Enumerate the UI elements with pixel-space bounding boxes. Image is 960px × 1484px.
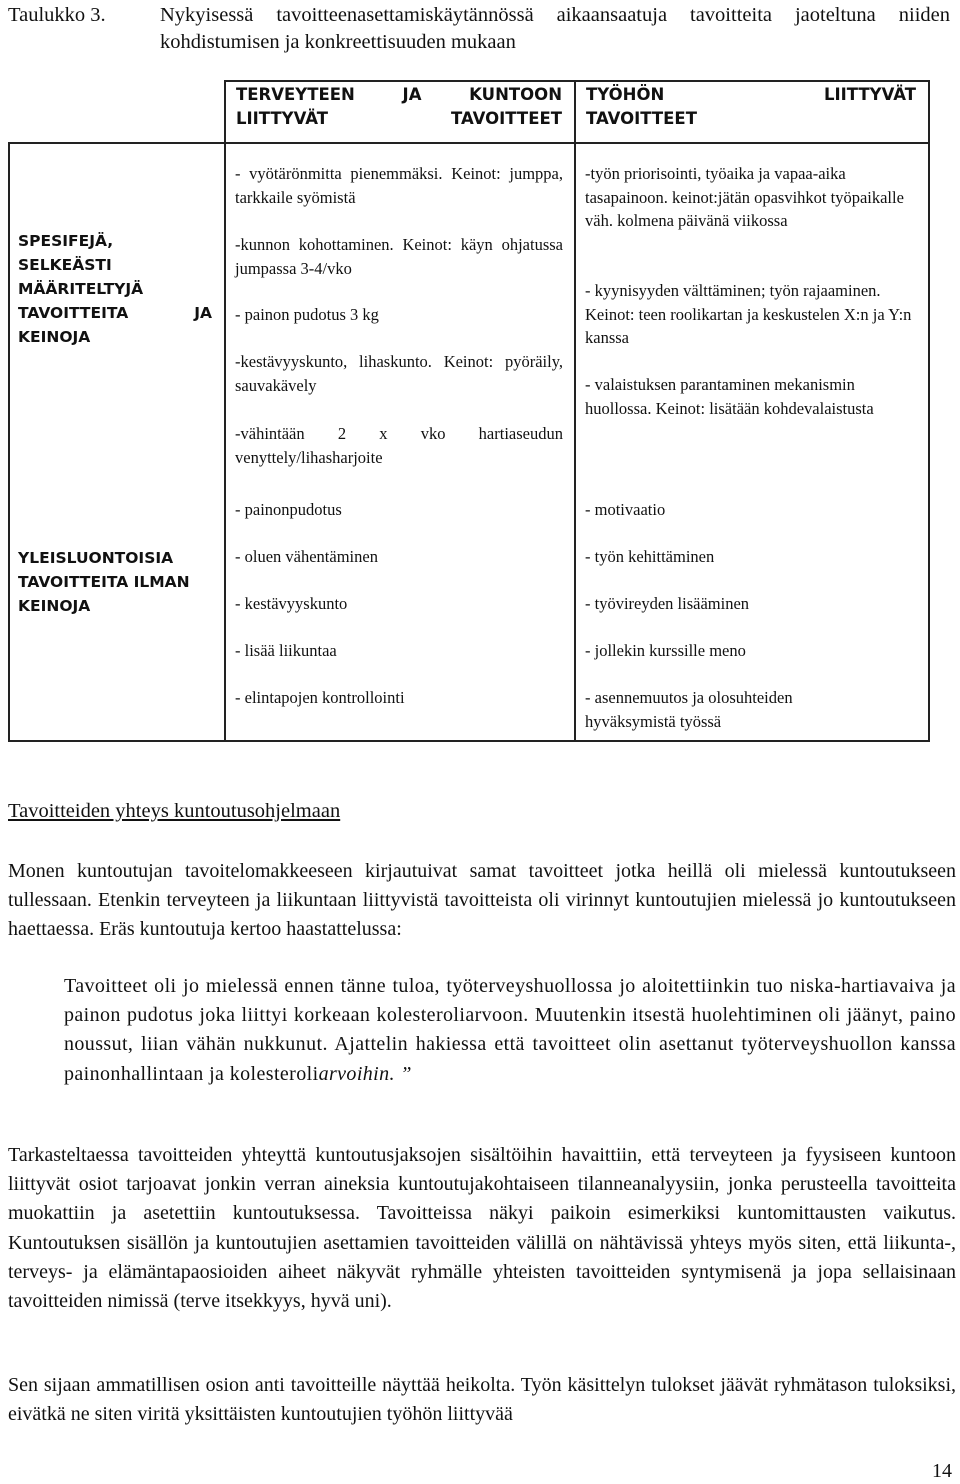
- list-item: - kestävyyskunto: [235, 594, 348, 613]
- list-item: - motivaatio: [585, 500, 666, 519]
- list-item: -kunnon kohottaminen. Keinot: käyn ohjatussa jumpassa 3-4/vko: [235, 235, 563, 278]
- table-border: [224, 80, 226, 741]
- paragraph-professional: [8, 1371, 956, 1429]
- list-item: - painonpudotus: [235, 500, 342, 519]
- list-item: - asennemuutos ja olosuhteiden hyväksymistä työssä: [585, 688, 793, 731]
- interview-quote: [64, 972, 956, 1089]
- column-header-work-word3: TAVOITTEET: [586, 108, 697, 128]
- paragraph-text: Sen sijaan ammatillisen osion anti tavoitteille näyttää heikolta. Työn käsittelyn tulokset jäävät ryhmätason tuloksiksi, eivätkä ne siten viritä yksittäisten kuntoutujien työhön liittyvää: [8, 1374, 956, 1426]
- column-header-work-word1: TYÖHÖN: [586, 85, 665, 104]
- row-header-general: YLEISLUONTOISIA TAVOITTEITA ILMAN KEINOJA: [18, 549, 190, 615]
- row-header-specific: SPESIFEJÄ, SELKEÄSTI MÄÄRITELTYJÄ TAVOITTEITA JA KEINOJA: [18, 232, 212, 346]
- list-item: -työn priorisointi, työaika ja vapaa-aika tasapainoon. keinot:jätän opasvihkot työpaikalle väh. kolmena päivänä viikossa: [585, 164, 904, 230]
- table-border: [224, 80, 930, 82]
- list-item: - painon pudotus 3 kg: [235, 305, 379, 324]
- table-border: [8, 740, 930, 742]
- table-border: [8, 142, 930, 144]
- column-header-work: [586, 83, 916, 130]
- list-item: - työn kehittäminen: [585, 547, 715, 566]
- paragraph-text: Tarkasteltaessa tavoitteiden yhteyttä kuntoutusjaksojen sisältöihin havaittiin, että terveyteen ja fyysiseen kuntoon liittyvät osiot tarjoavat jonkin verran aineksia kuntoutujakohtaiseen tilanneanalyysiin, jonka perusteella tavoitteita muokattiin ja asetettiin kuntoutuksessa. Tavoitteissa näkyi paikoin esimerkiksi kuntomittausten vaikutus. Kuntoutuksen sisällön ja kuntoutujien asettamien tavoitteiden välillä on nähtävissä yhteys myös siten, että liikunta-, terveys- ja elämäntapaosioiden aiheet näkyvät ryhmälle yhteisten tavoitteiden syntymisenä ja jopa sellaisinaan tavoitteiden nimissä (terve itsekkyys, hyvä uni).: [8, 1144, 956, 1313]
- list-item: - työvireyden lisääminen: [585, 594, 750, 613]
- paragraph-intro: [8, 857, 956, 945]
- table-border: [928, 80, 930, 741]
- quote-tail: arvoihin. ”: [318, 1062, 412, 1085]
- list-item: - lisää liikuntaa: [235, 641, 337, 660]
- goals-table: [8, 80, 930, 741]
- list-item: - elintapojen kontrollointi: [235, 688, 405, 707]
- list-item: - valaistuksen parantaminen mekanismin huollossa. Keinot: lisätään kohdevalaistusta: [585, 375, 874, 418]
- page-number: 14: [932, 1460, 952, 1482]
- list-item: - jollekin kurssille meno: [585, 641, 746, 660]
- list-item: -kestävyyskunto, lihaskunto. Keinot: pyöräily, sauvakävely: [235, 352, 563, 395]
- quote-text: Tavoitteet oli jo mielessä ennen tänne tuloa, työterveyshuollossa jo aloitettiinkin tuo niska-hartiavaiva ja painon pudotus joka liittyi korkeaan kolesteroliarvoon. Muutenkin itsestä huolehtiminen oli jäänyt, paino noussut, liian vähän nukkunut. Ajattelin hakiessa että tavoitteet olin asettanut työterveyshuollon kanssa painonhallintaan ja kolesteroli: [64, 975, 956, 1085]
- list-item: -vähintään 2 x vko hartiaseudun venyttely/lihasharjoite: [235, 424, 563, 467]
- table-number: Taulukko 3.: [8, 4, 106, 26]
- column-header-health: TERVEYTEEN JA KUNTOON LIITTYVÄT TAVOITTEET: [236, 85, 562, 128]
- paragraph-analysis: [8, 1141, 956, 1316]
- table-border: [574, 80, 576, 741]
- column-header-work-word2: LIITTYVÄT: [823, 85, 916, 104]
- paragraph-text: Monen kuntoutujan tavoitelomakkeeseen kirjautuivat samat tavoitteet jotka heillä oli mielessä kuntoutukseen tullessaan. Etenkin terveyteen ja liikuntaan liittyvistä tavoitteista oli virinnyt kuntoutujien mielessä jo kuntoutukseen haettaessa. Eräs kuntoutuja kertoo haastattelussa:: [8, 860, 956, 941]
- table-border: [8, 142, 10, 741]
- list-item: - kyynisyyden välttäminen; työn rajaaminen. Keinot: teen roolikartan ja keskustelen X:n ja Y:n kanssa: [585, 281, 912, 347]
- list-item: - vyötärönmitta pienemmäksi. Keinot: jumppa, tarkkaile syömistä: [235, 164, 563, 207]
- list-item: - oluen vähentäminen: [235, 547, 378, 566]
- section-title: Tavoitteiden yhteys kuntoutusohjelmaan: [8, 800, 341, 822]
- table-caption-text: Nykyisessä tavoitteenasettamiskäytännössä aikaansaatuja tavoitteita jaoteltuna niiden kohdistumisen ja konkreettisuuden mukaan: [160, 4, 950, 53]
